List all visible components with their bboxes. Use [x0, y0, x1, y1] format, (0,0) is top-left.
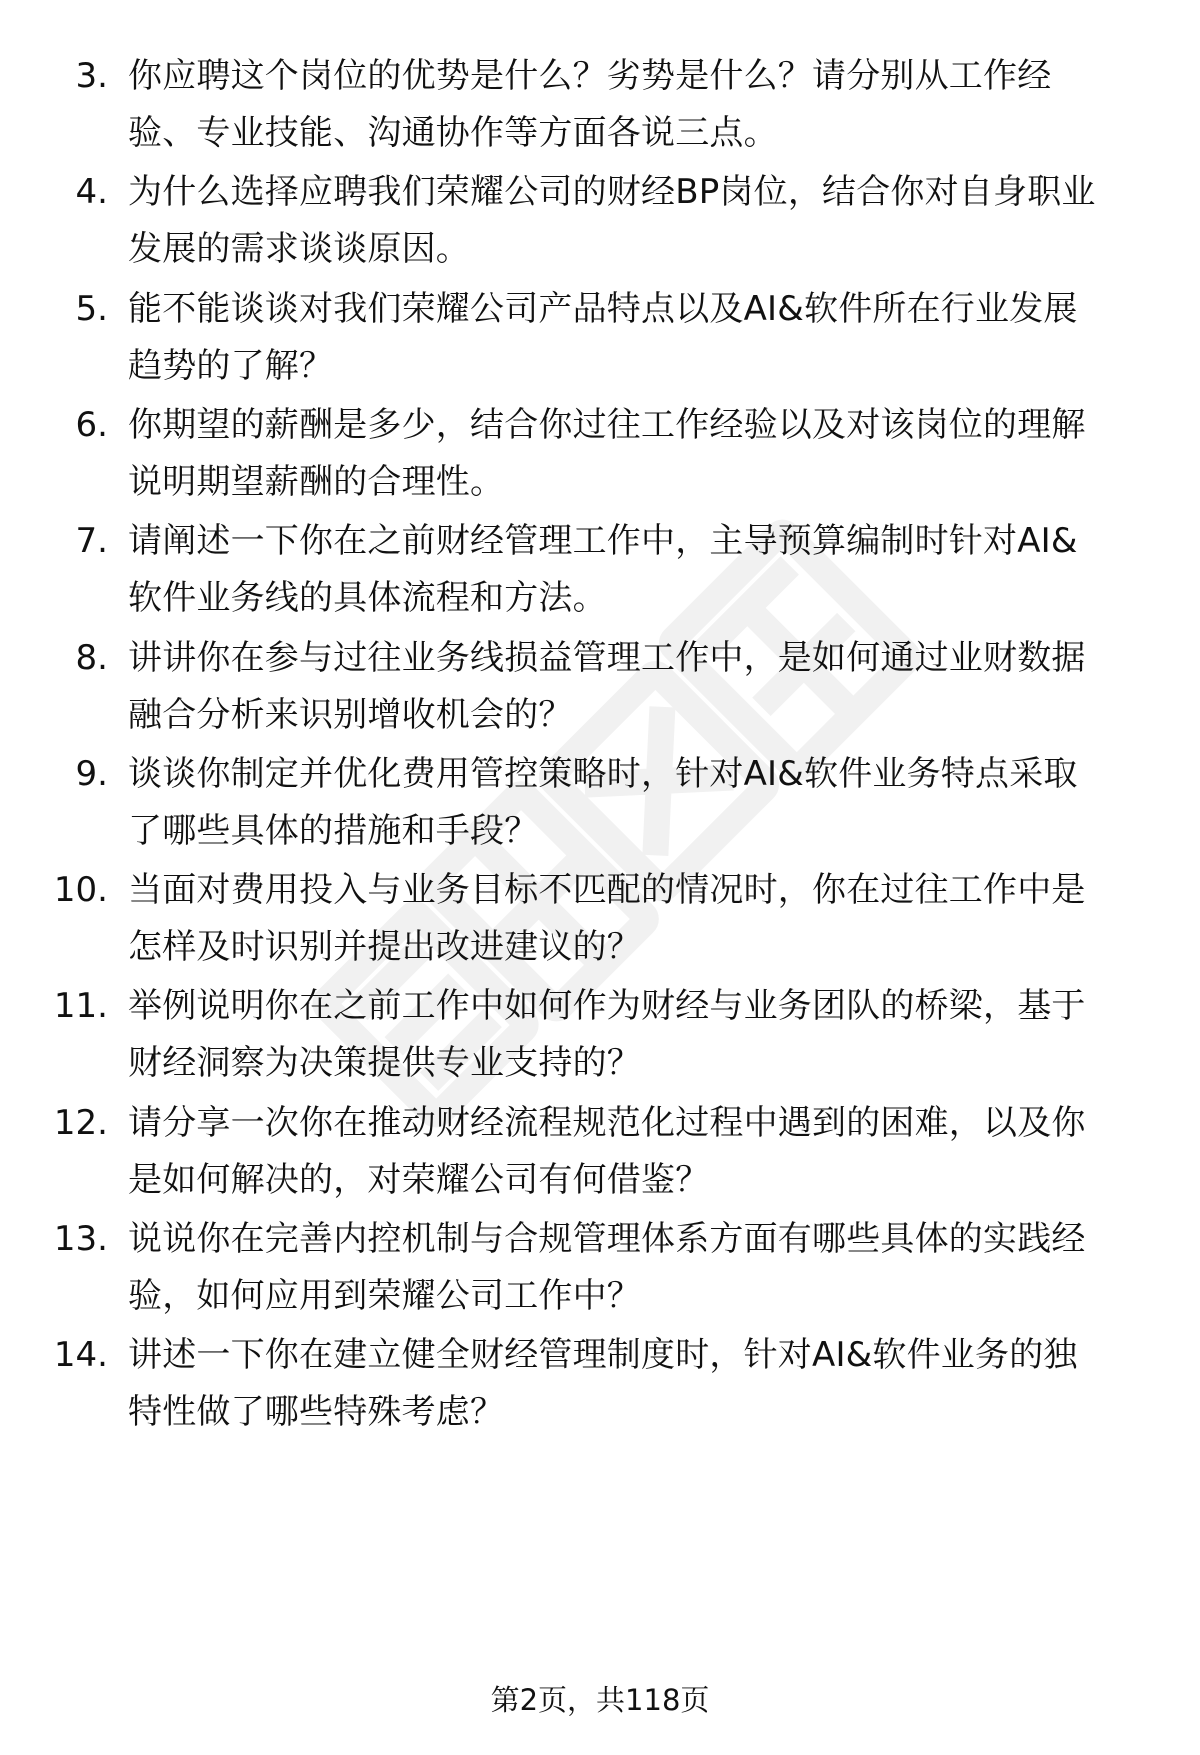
question-text-line-1: 谈谈你制定并优化费用管控策略时，针对AI&软件业务特点采取: [128, 754, 1078, 794]
question-text-line-2: 软件业务线的具体流程和方法。: [128, 578, 607, 618]
page-indicator: 第2页，共118页: [490, 1683, 710, 1717]
question-item: [0, 47, 1200, 157]
question-text-line-2: 了哪些具体的措施和手段？: [128, 811, 539, 851]
question-number: 12.: [53, 1103, 108, 1143]
question-item: [0, 280, 1200, 390]
question-number: 8.: [75, 638, 108, 678]
question-item: [0, 163, 1200, 273]
question-number: 11.: [53, 986, 108, 1026]
question-text-line-1: 你应聘这个岗位的优势是什么？劣势是什么？请分别从工作经: [128, 56, 1052, 96]
question-text-line-2: 趋势的了解？: [128, 346, 334, 386]
question-number: 6.: [75, 405, 108, 445]
question-text-line-1: 请阐述一下你在之前财经管理工作中，主导预算编制时针对AI&: [128, 521, 1078, 561]
question-text-line-2: 验，如何应用到荣耀公司工作中？: [128, 1276, 641, 1316]
question-text-line-2: 融合分析来识别增收机会的？: [128, 695, 573, 735]
question-text-line-1: 能不能谈谈对我们荣耀公司产品特点以及AI&软件所在行业发展: [128, 289, 1078, 329]
question-text-line-2: 说明期望薪酬的合理性。: [128, 462, 505, 502]
question-text-line-1: 你期望的薪酬是多少，结合你过往工作经验以及对该岗位的理解: [128, 405, 1086, 445]
question-text-line-2: 财经洞察为决策提供专业支持的？: [128, 1043, 641, 1083]
question-item: [0, 1094, 1200, 1204]
question-text-line-2: 验、专业技能、沟通协作等方面各说三点。: [128, 113, 778, 153]
question-number: 5.: [75, 289, 108, 329]
question-text-line-2: 发展的需求谈谈原因。: [128, 229, 470, 269]
question-item: [0, 512, 1200, 622]
question-text-line-1: 说说你在完善内控机制与合规管理体系方面有哪些具体的实践经: [128, 1219, 1086, 1259]
question-text-line-2: 是如何解决的，对荣耀公司有何借鉴？: [128, 1160, 710, 1200]
question-text-line-1: 讲述一下你在建立健全财经管理制度时，针对AI&软件业务的独: [128, 1335, 1078, 1375]
question-item: [0, 629, 1200, 739]
question-text-line-2: 特性做了哪些特殊考虑？: [128, 1392, 505, 1432]
question-number: 9.: [75, 754, 108, 794]
question-text-line-1: 举例说明你在之前工作中如何作为财经与业务团队的桥梁，基于: [128, 986, 1086, 1026]
question-text-line-2: 怎样及时识别并提出改进建议的？: [128, 927, 641, 967]
question-text-line-1: 请分享一次你在推动财经流程规范化过程中遇到的困难，以及你: [128, 1103, 1086, 1143]
question-text-line-1: 讲讲你在参与过往业务线损益管理工作中，是如何通过业财数据: [128, 638, 1086, 678]
question-item: [0, 861, 1200, 971]
question-item: [0, 977, 1200, 1087]
question-text-line-1: 当面对费用投入与业务目标不匹配的情况时，你在过往工作中是: [128, 870, 1086, 910]
question-number: 13.: [53, 1219, 108, 1259]
question-text-line-1: 为什么选择应聘我们荣耀公司的财经BP岗位，结合你对自身职业: [128, 172, 1096, 212]
question-number: 7.: [75, 521, 108, 561]
question-item: [0, 1326, 1200, 1436]
question-number: 3.: [75, 56, 108, 96]
question-number: 10.: [53, 870, 108, 910]
question-number: 4.: [75, 172, 108, 212]
question-number: 14.: [53, 1335, 108, 1375]
question-item: [0, 1210, 1200, 1320]
question-item: [0, 396, 1200, 506]
question-item: [0, 745, 1200, 855]
